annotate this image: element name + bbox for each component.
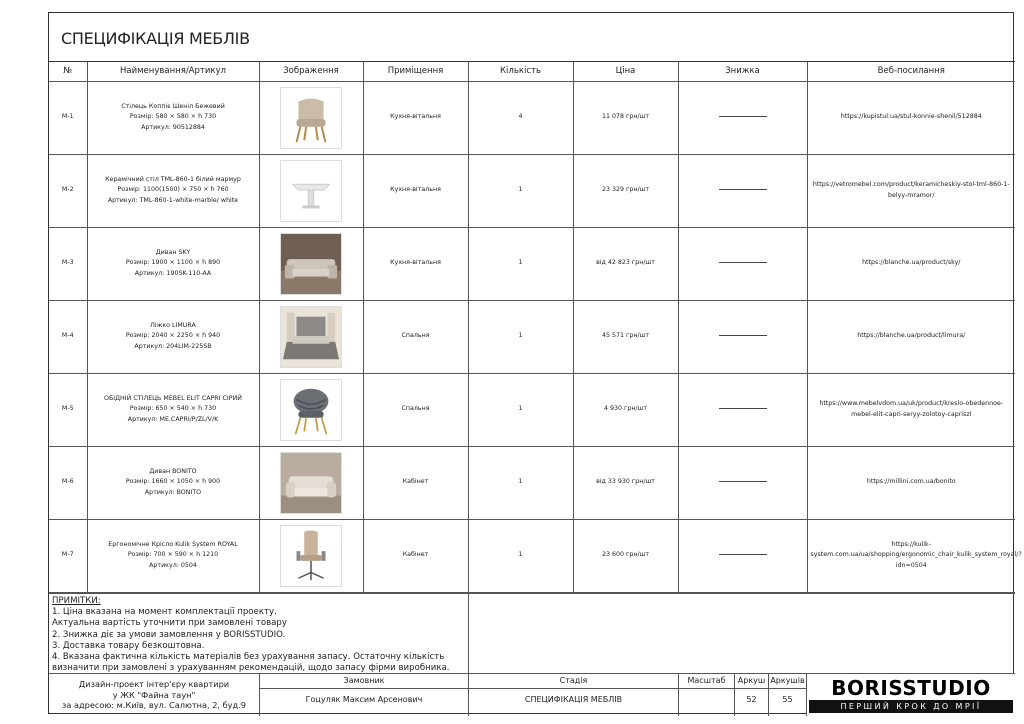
table-row — [49, 373, 1015, 446]
borisstudio-logo — [807, 674, 1015, 716]
notes-heading: ПРИМІТКИ: — [52, 596, 101, 606]
sheets-value: 55 — [769, 688, 807, 716]
discount-dash — [719, 481, 767, 482]
room: Спальня — [363, 373, 468, 446]
price: 45 571 грн/шт — [573, 300, 678, 373]
header-price: Ціна — [573, 61, 678, 81]
product-image-cell — [259, 154, 363, 227]
product-name: ОБІДНІЙ СТІЛЕЦЬ MEBEL ELIT CAPRI СІРИЙ — [104, 394, 242, 402]
quantity: 1 — [468, 154, 573, 227]
scale-label: Масштаб — [679, 674, 735, 688]
product-size: Розмір: 650 × 540 × h 730 — [129, 405, 217, 413]
room: Кухня-вітальня — [363, 81, 468, 154]
discount — [678, 227, 807, 300]
product-size: Розмір: 1900 × 1100 × h 890 — [125, 259, 221, 267]
discount — [678, 519, 807, 592]
row-number: М-4 — [49, 300, 87, 373]
room: Кабінет — [363, 446, 468, 519]
logo-name: BORISSTUDIO — [831, 676, 991, 700]
header-name: Найменування/Артикул — [87, 61, 259, 81]
product-image-cell — [259, 373, 363, 446]
web-link[interactable]: https://blanche.ua/product/sky/ — [807, 227, 1015, 300]
price: від 42 823 грн/шт — [573, 227, 678, 300]
product-article: Артикул: 204LIM-225SB — [134, 342, 212, 350]
product-name: Диван SKY — [155, 248, 191, 256]
capri-chair-photo — [280, 379, 342, 441]
discount — [678, 81, 807, 154]
header-discount: Знижка — [678, 61, 807, 81]
row-number: М-3 — [49, 227, 87, 300]
row-number: М-2 — [49, 154, 87, 227]
discount-dash — [719, 262, 767, 263]
note-line: 1. Ціна вказана на момент комплектації проекту. — [52, 607, 277, 618]
price: 23 600 грн/шт — [573, 519, 678, 592]
sheets-label: Аркушів — [769, 674, 807, 688]
header-number: № — [49, 61, 87, 81]
product-size: Розмір: 2040 × 2250 × h 940 — [125, 332, 221, 340]
quantity: 1 — [468, 446, 573, 519]
room: Кухня-вітальня — [363, 227, 468, 300]
row-number: М-5 — [49, 373, 87, 446]
quantity: 1 — [468, 373, 573, 446]
bed-limura-photo — [280, 306, 342, 368]
quantity: 1 — [468, 519, 573, 592]
product-name-cell — [87, 154, 259, 227]
discount — [678, 373, 807, 446]
product-name-cell — [87, 519, 259, 592]
project-line: у ЖК "Файна таун" — [112, 689, 196, 700]
discount — [678, 154, 807, 227]
project-line: Дизайн-проект інтер'єру квартири — [78, 679, 230, 689]
table-row — [49, 300, 1015, 373]
stage-value: СПЕЦИФІКАЦІЯ МЕБЛІВ — [469, 688, 679, 716]
product-article: Артикул: 0504 — [149, 561, 197, 569]
price: від 33 930 грн/шт — [573, 446, 678, 519]
page-title: СПЕЦИФІКАЦІЯ МЕБЛІВ — [61, 29, 250, 48]
client-value: Гоцуляк Максим Арсенович — [260, 688, 469, 716]
note-line: 4. Вказана фактична кількість матеріалів без урахування запасу. Остаточну кількість — [52, 652, 445, 663]
quantity: 4 — [468, 81, 573, 154]
header-link: Веб-посилання — [807, 61, 1015, 81]
discount — [678, 446, 807, 519]
note-line: 3. Доставка товару безкоштовна. — [52, 640, 205, 651]
product-article: Артикул: 190SK-110-AA — [134, 269, 212, 277]
table-row — [49, 446, 1015, 519]
table-row — [49, 81, 1015, 154]
product-size: Розмір: 700 × 590 × h 1210 — [127, 551, 219, 559]
sheet-label: Аркуш — [735, 674, 769, 688]
client-label: Замовник — [260, 674, 469, 688]
web-link[interactable]: https://vetromebel.com/product/keramicheskiy-stol-tml-860-1-belyy-mramor/ — [807, 154, 1015, 227]
web-link[interactable]: https://blanche.ua/product/limura/ — [807, 300, 1015, 373]
table-row — [49, 154, 1015, 227]
header-image: Зображення — [259, 61, 363, 81]
drawing-sheet — [48, 12, 1022, 714]
product-image-cell — [259, 81, 363, 154]
header-room: Приміщення — [363, 61, 468, 81]
quantity: 1 — [468, 300, 573, 373]
product-image-cell — [259, 227, 363, 300]
web-link[interactable]: https://millini.com.ua/bonito — [807, 446, 1015, 519]
discount-dash — [719, 554, 767, 555]
note-line: Актуальна вартість уточнити при замовлені товару — [52, 618, 287, 629]
product-size: Розмір: 1100(1500) × 750 × h 760 — [117, 186, 229, 194]
product-size: Розмір: 580 × 580 × h 730 — [129, 113, 217, 121]
row-number: М-7 — [49, 519, 87, 592]
sheet-value: 52 — [735, 688, 769, 716]
product-size: Розмір: 1660 × 1050 × h 900 — [125, 478, 221, 486]
beige-chair-photo — [280, 87, 342, 149]
discount-dash — [719, 335, 767, 336]
quantity: 1 — [468, 227, 573, 300]
table-header-row — [49, 61, 1015, 81]
discount — [678, 300, 807, 373]
product-image-cell — [259, 446, 363, 519]
table-row — [49, 519, 1015, 592]
product-article: Артикул: TML-860-1-white-marble/ white — [107, 196, 239, 204]
room: Спальня — [363, 300, 468, 373]
product-image-cell — [259, 519, 363, 592]
product-name-cell — [87, 300, 259, 373]
project-line: за адресою: м.Київ, вул. Салютна, 2, буд.9 — [62, 700, 246, 710]
discount-dash — [719, 189, 767, 190]
note-line: визначити при замовлені з урахуванням рекомендацій, щодо запасу фірми виробника. — [52, 663, 450, 674]
sofa-sky-photo — [280, 233, 342, 295]
room: Кухня-вітальня — [363, 154, 468, 227]
product-name: Диван BONITO — [149, 467, 197, 475]
project-description — [49, 674, 260, 716]
row-number: М-1 — [49, 81, 87, 154]
price: 11 078 грн/шт — [573, 81, 678, 154]
product-article: Артикул: ME.CAPRI/P/ZL/V/K — [127, 415, 219, 423]
scale-value — [679, 688, 735, 716]
web-link[interactable]: https://kupistul.ua/stul-konnie-shenil/512884 — [807, 81, 1015, 154]
title-block — [49, 673, 1015, 715]
row-number: М-6 — [49, 446, 87, 519]
product-name: Ліжко LIMURA — [150, 321, 196, 329]
logo-tagline: ПЕРШИЙ КРОК ДО МРІЇ — [809, 700, 1013, 713]
price: 23 329 грн/шт — [573, 154, 678, 227]
white-table-photo — [280, 160, 342, 222]
note-line: 2. Знижка діє за умови замовлення у BORISSTUDIO. — [52, 629, 286, 640]
product-article: Артикул: BONITO — [144, 488, 202, 496]
product-name-cell — [87, 373, 259, 446]
web-link[interactable]: https://kulik-system.com.ua/ua/shopping/ergonomic_chair_kulik_system_royal/?idn=0504 — [807, 519, 1015, 592]
product-name: Керамічний стіл TML-860-1 білий мармур — [105, 175, 241, 183]
discount-dash — [719, 408, 767, 409]
product-image-cell — [259, 300, 363, 373]
product-name-cell — [87, 81, 259, 154]
discount-dash — [719, 116, 767, 117]
product-name: Ергономічне Крісло Kulik System ROYAL — [108, 540, 238, 548]
product-article: Артикул: 90512884 — [141, 123, 205, 131]
header-quantity: Кількість — [468, 61, 573, 81]
product-name-cell — [87, 227, 259, 300]
table-row — [49, 227, 1015, 300]
sofa-bonito-photo — [280, 452, 342, 514]
product-name-cell — [87, 446, 259, 519]
web-link[interactable]: https://www.mebelvdom.ua/uk/product/kreslo-obedennoe-mebel-elit-capri-seryy-zolotoy-capriszl — [807, 373, 1015, 446]
product-name: Стілець Коппіє Шеніл Бежевий — [121, 102, 225, 110]
price: 4 930 грн/шт — [573, 373, 678, 446]
notes-empty-area — [469, 593, 1015, 673]
notes-block — [49, 593, 469, 673]
specification-table — [49, 61, 1022, 593]
office-chair-photo — [280, 525, 342, 587]
stage-label: Стадія — [469, 674, 679, 688]
room: Кабінет — [363, 519, 468, 592]
